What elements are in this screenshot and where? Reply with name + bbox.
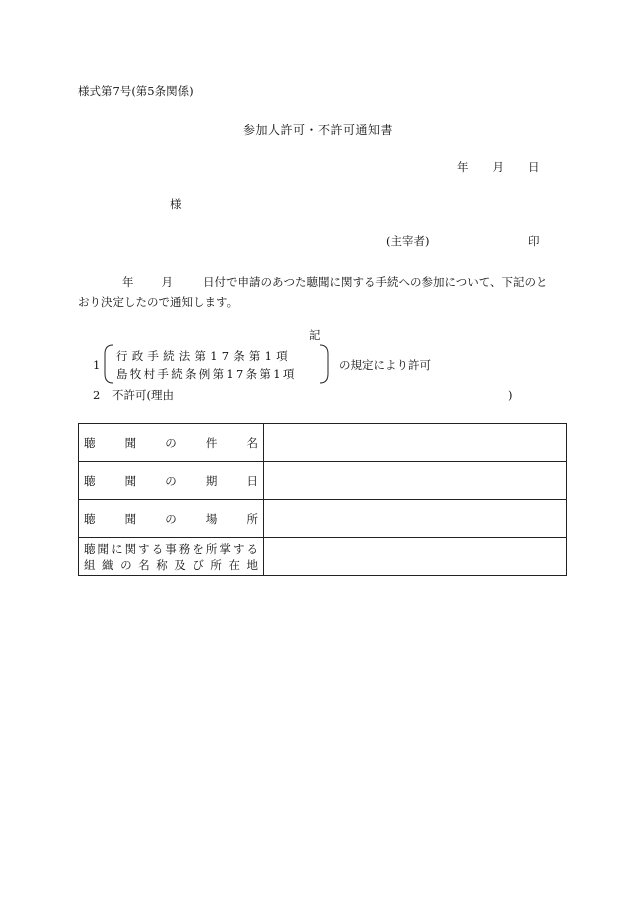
org-label-line1: 聴聞に関する事務を所掌する <box>84 541 258 556</box>
row-label-organization <box>79 538 264 576</box>
item1-permission-text: の規定により許可 <box>339 358 431 372</box>
body-text-line1: 日付で申請のあつた聴聞に関する手続への参加について、下記のと <box>203 275 548 289</box>
item2-refusal-text: 不許可(理由 <box>112 388 174 402</box>
document-title: 参加人許可・不許可通知書 <box>243 123 394 137</box>
date-month: 月 <box>492 160 504 174</box>
row-value-organization[interactable] <box>264 538 567 576</box>
date-year: 年 <box>457 160 469 174</box>
notice-body <box>78 272 558 312</box>
org-label-line2: 組織の名称及び所在地 <box>84 557 258 572</box>
date-line <box>457 162 540 174</box>
table-row <box>79 462 567 500</box>
row-label-date: 聴聞の期日 <box>79 462 264 500</box>
law-bracket-group <box>103 344 330 384</box>
hearing-info-table <box>78 423 567 576</box>
item1-number: 1 <box>93 358 101 372</box>
body-year: 年 <box>122 275 134 289</box>
organizer-label: (主宰者) <box>386 234 430 248</box>
table-row <box>79 538 567 576</box>
item2-close-paren: ) <box>508 388 513 402</box>
ki-heading: 記 <box>309 328 321 342</box>
body-month: 月 <box>161 275 173 289</box>
row-value-place[interactable] <box>264 500 567 538</box>
addressee-suffix: 様 <box>170 197 182 211</box>
law-line-national: 行政手続法第17条第1項 <box>116 349 292 363</box>
form-number: 様式第7号(第5条関係) <box>78 84 194 98</box>
body-text-line2: おり決定したので通知します。 <box>78 295 239 309</box>
row-label-place: 聴聞の場所 <box>79 500 264 538</box>
seal-mark: 印 <box>528 234 540 248</box>
row-label-case-name: 聴聞の件名 <box>79 424 264 462</box>
item2-number: 2 <box>93 388 101 402</box>
table-row <box>79 500 567 538</box>
law-line-village: 島牧村手続条例第17条第1項 <box>116 367 297 381</box>
row-value-case-name[interactable] <box>264 424 567 462</box>
row-value-date[interactable] <box>264 462 567 500</box>
table-row <box>79 424 567 462</box>
date-day: 日 <box>528 160 540 174</box>
